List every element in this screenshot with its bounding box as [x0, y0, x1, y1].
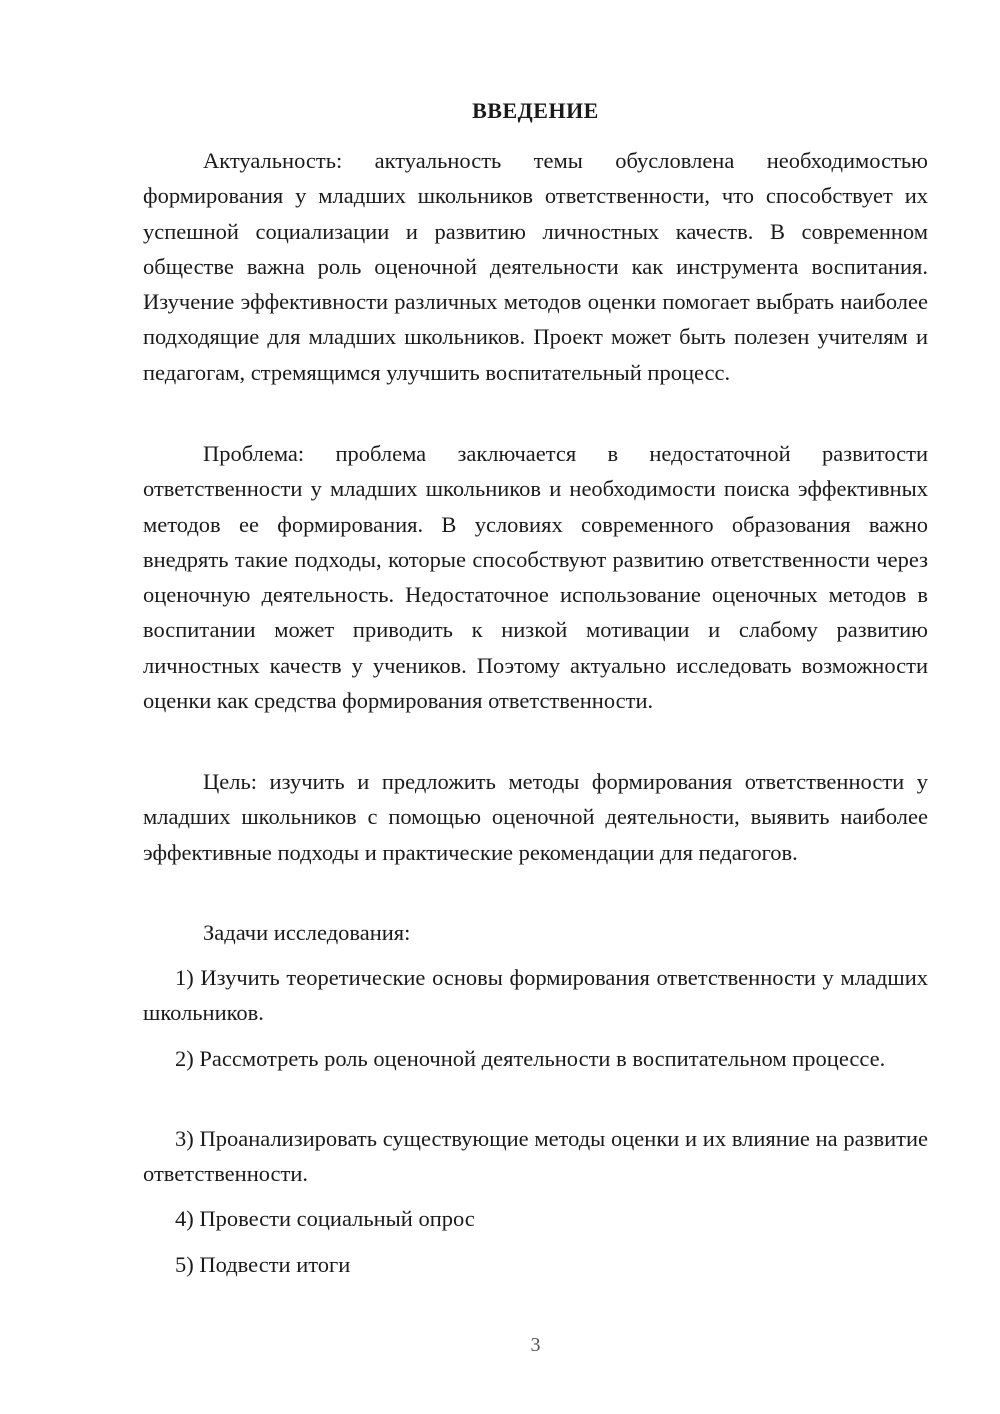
section-title: ВВЕДЕНИЕ	[472, 98, 599, 123]
task-item-3: 3) Проанализировать существующие методы оценки и их влияние на развитие ответственности.	[143, 1126, 928, 1187]
task-item-1: 1) Изучить теоретические основы формирования ответственности у младших школьников.	[143, 965, 928, 1026]
document-page	[143, 0, 928, 1414]
paragraph-relevance: Актуальность: актуальность темы обусловлена необходимостью формирования у младших школьников ответственности, что способствует их успешной социализации и развитию личностных качеств. В современном обществе важна роль оценочной деятельности как инструмента воспитания. Изучение эффективности различных методов оценки помогает выбрать наиболее подходящие для младших школьников. Проект может быть полезен учителям и педагогам, стремящимся улучшить воспитательный процесс.	[143, 148, 928, 385]
task-item-4: 4) Провести социальный опрос	[175, 1206, 475, 1231]
task-item-2: 2) Рассмотреть роль оценочной деятельности в воспитательном процессе.	[175, 1046, 886, 1071]
tasks-heading: Задачи исследования:	[203, 920, 411, 945]
paragraph-goal: Цель: изучить и предложить методы формирования ответственности у младших школьников с помощью оценочной деятельности, выявить наиболее эффективные подходы и практические рекомендации для педагогов.	[143, 769, 928, 865]
task-item-5: 5) Подвести итоги	[175, 1252, 351, 1277]
paragraph-problem: Проблема: проблема заключается в недостаточной развитости ответственности у младших школьников и необходимости поиска эффективных методов ее формирования. В условиях современного образования важно внедрять такие подходы, которые способствуют развитию ответственности через оценочную деятельность. Недостаточное использование оценочных методов в воспитании может приводить к низкой мотивации и слабому развитию личностных качеств у учеников. Поэтому актуально исследовать возможности оценки как средства формирования ответственности.	[143, 441, 928, 714]
page-number: 3	[530, 1334, 541, 1356]
